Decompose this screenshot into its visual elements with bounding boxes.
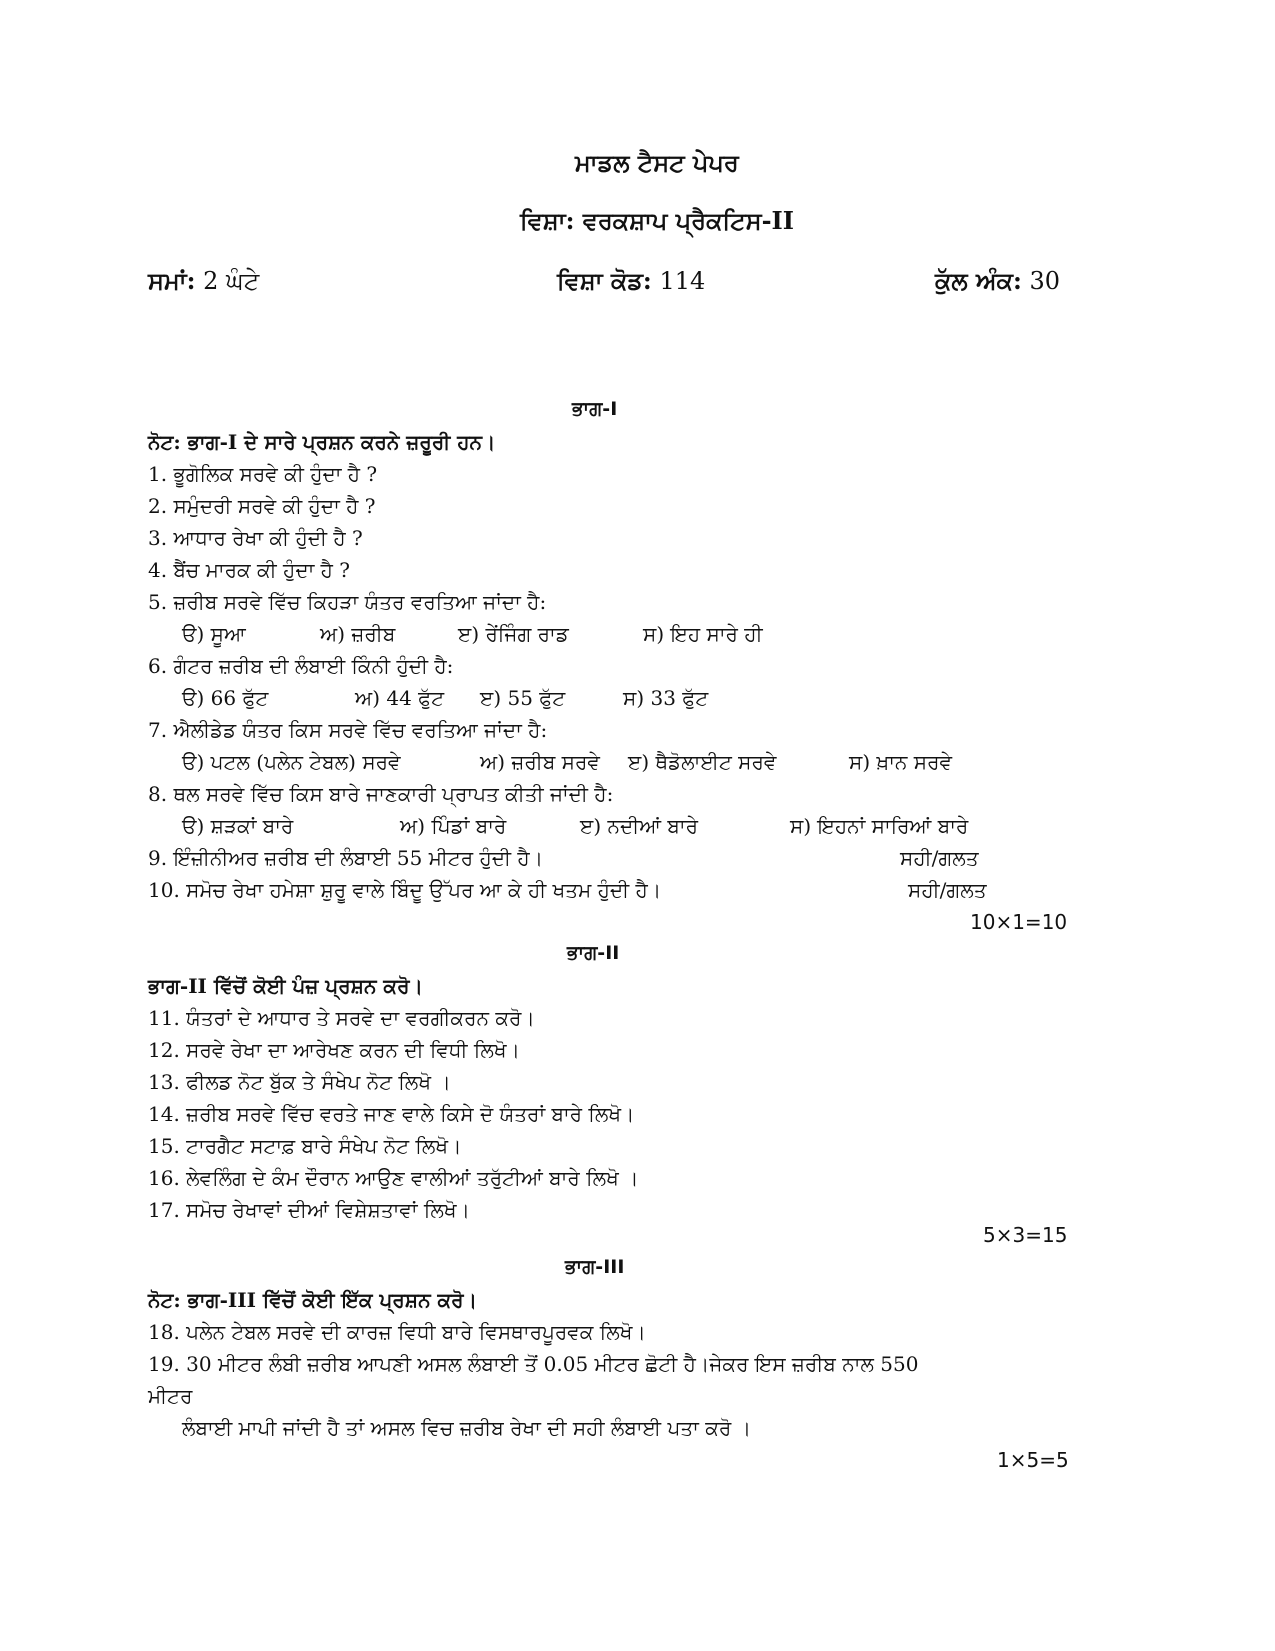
option: ੳ) ਸੂਆ bbox=[182, 622, 246, 646]
subject-line: ਵਿਸ਼ਾ: ਵਰਕਸ਼ਾਪ ਪ੍ਰੈਕਟਿਸ-II bbox=[520, 206, 795, 235]
question-10: 10. ਸਮੋਚ ਰੇਖਾ ਹਮੇਸ਼ਾ ਸ਼ੁਰੂ ਵਾਲੇ ਬਿੰਦੂ ਉੱਪਰ ਆ ਕੇ ਹੀ ਖਤਮ ਹੁੰਦੀ ਹੈ। bbox=[148, 878, 662, 902]
question-5: 5. ਜ਼ਰੀਬ ਸਰਵੇ ਵਿੱਚ ਕਿਹੜਾ ਯੰਤਰ ਵਰਤਿਆ ਜਾਂਦਾ ਹੈ: bbox=[148, 590, 547, 614]
option: ਅ) 44 ਫੁੱਟ bbox=[355, 686, 445, 710]
question-14: 14. ਜ਼ਰੀਬ ਸਰਵੇ ਵਿੱਚ ਵਰਤੇ ਜਾਣ ਵਾਲੇ ਕਿਸੇ ਦੋ ਯੰਤਰਾਂ ਬਾਰੇ ਲਿਖੋ। bbox=[148, 1102, 635, 1126]
question-16: 16. ਲੇਵਲਿੰਗ ਦੇ ਕੰਮ ਦੌਰਾਨ ਆਉਣ ਵਾਲੀਆਂ ਤਰੁੱਟੀਆਂ ਬਾਰੇ ਲਿਖੋ । bbox=[148, 1166, 639, 1190]
question-2: 2. ਸਮੁੰਦਰੀ ਸਰਵੇ ਕੀ ਹੁੰਦਾ ਹੈ ? bbox=[148, 494, 376, 518]
question-12: 12. ਸਰਵੇ ਰੇਖਾ ਦਾ ਆਰੇਖਣ ਕਰਨ ਦੀ ਵਿਧੀ ਲਿਖੋ। bbox=[148, 1038, 521, 1062]
total-marks-value: 30 bbox=[1029, 267, 1061, 295]
option: ਸ) ਇਹ ਸਾਰੇ ਹੀ bbox=[643, 622, 763, 646]
option: ੲ) ਥੈਡੋਲਾਈਟ ਸਰਵੇ bbox=[628, 750, 777, 774]
part2-marks: 5×3=15 bbox=[983, 1223, 1068, 1247]
option: ੲ) 55 ਫੁੱਟ bbox=[480, 686, 566, 710]
question-15: 15. ਟਾਰਗੈਟ ਸਟਾਫ਼ ਬਾਰੇ ਸੰਖੇਪ ਨੋਟ ਲਿਖੋ। bbox=[148, 1134, 462, 1158]
option: ਸ) 33 ਫੁੱਟ bbox=[623, 686, 709, 710]
question-10-true-false: ਸਹੀ/ਗਲਤ bbox=[908, 878, 987, 902]
option: ੳ) 66 ਫੁੱਟ bbox=[182, 686, 269, 710]
question-13: 13. ਫੀਲਡ ਨੋਟ ਬੁੱਕ ਤੇ ਸੰਖੇਪ ਨੋਟ ਲਿਖੋ । bbox=[148, 1070, 451, 1094]
total-marks-label: ਕੁੱਲ ਅੰਕ: bbox=[935, 266, 1022, 295]
question-7: 7. ਐਲੀਡੇਡ ਯੰਤਰ ਕਿਸ ਸਰਵੇ ਵਿੱਚ ਵਰਤਿਆ ਜਾਂਦਾ ਹੈ: bbox=[148, 718, 548, 742]
question-9-true-false: ਸਹੀ/ਗਲਤ bbox=[900, 846, 979, 870]
question-1: 1. ਭੂਗੋਲਿਕ ਸਰਵੇ ਕੀ ਹੁੰਦਾ ਹੈ ? bbox=[148, 462, 378, 486]
part1-marks: 10×1=10 bbox=[970, 910, 1068, 934]
part3-heading: ਭਾਗ-III bbox=[565, 1256, 625, 1278]
time-info bbox=[148, 266, 259, 295]
part1-heading: ਭਾਗ-I bbox=[572, 398, 618, 420]
question-4: 4. ਬੈਂਚ ਮਾਰਕ ਕੀ ਹੁੰਦਾ ਹੈ ? bbox=[148, 558, 351, 582]
option: ਅ) ਪਿੰਡਾਂ ਬਾਰੇ bbox=[400, 814, 507, 838]
option: ੲ) ਰੇਂਜਿੰਗ ਰਾਡ bbox=[458, 622, 569, 646]
question-11: 11. ਯੰਤਰਾਂ ਦੇ ਆਧਾਰ ਤੇ ਸਰਵੇ ਦਾ ਵਰਗੀਕਰਨ ਕਰੋ। bbox=[148, 1006, 535, 1030]
question-6: 6. ਗੰਟਰ ਜ਼ਰੀਬ ਦੀ ਲੰਬਾਈ ਕਿੰਨੀ ਹੁੰਦੀ ਹੈ: bbox=[148, 654, 454, 678]
time-value: 2 ਘੰਟੇ bbox=[203, 267, 260, 295]
total-marks-info bbox=[935, 266, 1060, 295]
question-8: 8. ਥਲ ਸਰਵੇ ਵਿੱਚ ਕਿਸ ਬਾਰੇ ਜਾਣਕਾਰੀ ਪ੍ਰਾਪਤ ਕੀਤੀ ਜਾਂਦੀ ਹੈ: bbox=[148, 782, 614, 806]
part3-marks: 1×5=5 bbox=[997, 1448, 1069, 1472]
option: ੳ) ਸ਼ੜਕਾਂ ਬਾਰੇ bbox=[182, 814, 294, 838]
part2-note: ਭਾਗ-II ਵਿੱਚੋਂ ਕੋਈ ਪੰਜ਼ ਪ੍ਰਸ਼ਨ ਕਰੋ। bbox=[148, 974, 423, 998]
code-value: 114 bbox=[659, 267, 706, 295]
code-info bbox=[557, 266, 705, 295]
question-18: 18. ਪਲੇਨ ਟੇਬਲ ਸਰਵੇ ਦੀ ਕਾਰਜ਼ ਵਿਧੀ ਬਾਰੇ ਵਿਸਥਾਰਪੂਰਵਕ ਲਿਖੋ। bbox=[148, 1320, 646, 1344]
question-19-line-1: 19. 30 ਮੀਟਰ ਲੰਬੀ ਜ਼ਰੀਬ ਆਪਣੀ ਅਸਲ ਲੰਬਾਈ ਤੋਂ 0.05 ਮੀਟਰ ਛੋਟੀ ਹੈ।ਜੇਕਰ ਇਸ ਜ਼ਰੀਬ ਨਾਲ 550 bbox=[148, 1352, 919, 1376]
option: ਅ) ਜ਼ਰੀਬ ਸਰਵੇ bbox=[480, 750, 600, 774]
paper-title: ਮਾਡਲ ਟੈਸਟ ਪੇਪਰ bbox=[575, 148, 739, 177]
question-17: 17. ਸਮੋਚ ਰੇਖਾਵਾਂ ਦੀਆਂ ਵਿਸ਼ੇਸ਼ਤਾਵਾਂ ਲਿਖੋ। bbox=[148, 1198, 471, 1222]
option: ਸ) ਖ਼ਾਨ ਸਰਵੇ bbox=[849, 750, 953, 774]
question-9: 9. ਇੰਜ਼ੀਨੀਅਰ ਜ਼ਰੀਬ ਦੀ ਲੰਬਾਈ 55 ਮੀਟਰ ਹੁੰਦੀ ਹੈ। bbox=[148, 846, 544, 870]
part2-heading: ਭਾਗ-II bbox=[567, 942, 620, 964]
question-19-line-3: ਲੰਬਾਈ ਮਾਪੀ ਜਾਂਦੀ ਹੈ ਤਾਂ ਅਸਲ ਵਿਚ ਜ਼ਰੀਬ ਰੇਖਾ ਦੀ ਸਹੀ ਲੰਬਾਈ ਪਤਾ ਕਰੋ । bbox=[182, 1416, 752, 1440]
time-label: ਸਮਾਂ: bbox=[148, 266, 196, 295]
option: ੳ) ਪਟਲ (ਪਲੇਨ ਟੇਬਲ) ਸਰਵੇ bbox=[182, 750, 401, 774]
question-3: 3. ਆਧਾਰ ਰੇਖਾ ਕੀ ਹੁੰਦੀ ਹੈ ? bbox=[148, 526, 363, 550]
question-19-line-2: ਮੀਟਰ bbox=[148, 1384, 193, 1408]
option: ਅ) ਜ਼ਰੀਬ bbox=[320, 622, 396, 646]
part1-note: ਨੋਟ: ਭਾਗ-I ਦੇ ਸਾਰੇ ਪ੍ਰਸ਼ਨ ਕਰਨੇ ਜ਼ਰੂਰੀ ਹਨ। bbox=[148, 430, 496, 454]
option: ਸ) ਇਹਨਾਂ ਸਾਰਿਆਂ ਬਾਰੇ bbox=[790, 814, 969, 838]
option: ੲ) ਨਦੀਆਂ ਬਾਰੇ bbox=[580, 814, 699, 838]
part3-note: ਨੋਟ: ਭਾਗ-III ਵਿੱਚੋਂ ਕੋਈ ਇੱਕ ਪ੍ਰਸ਼ਨ ਕਰੋ। bbox=[148, 1288, 478, 1312]
code-label: ਵਿਸ਼ਾ ਕੋਡ: bbox=[557, 266, 652, 295]
